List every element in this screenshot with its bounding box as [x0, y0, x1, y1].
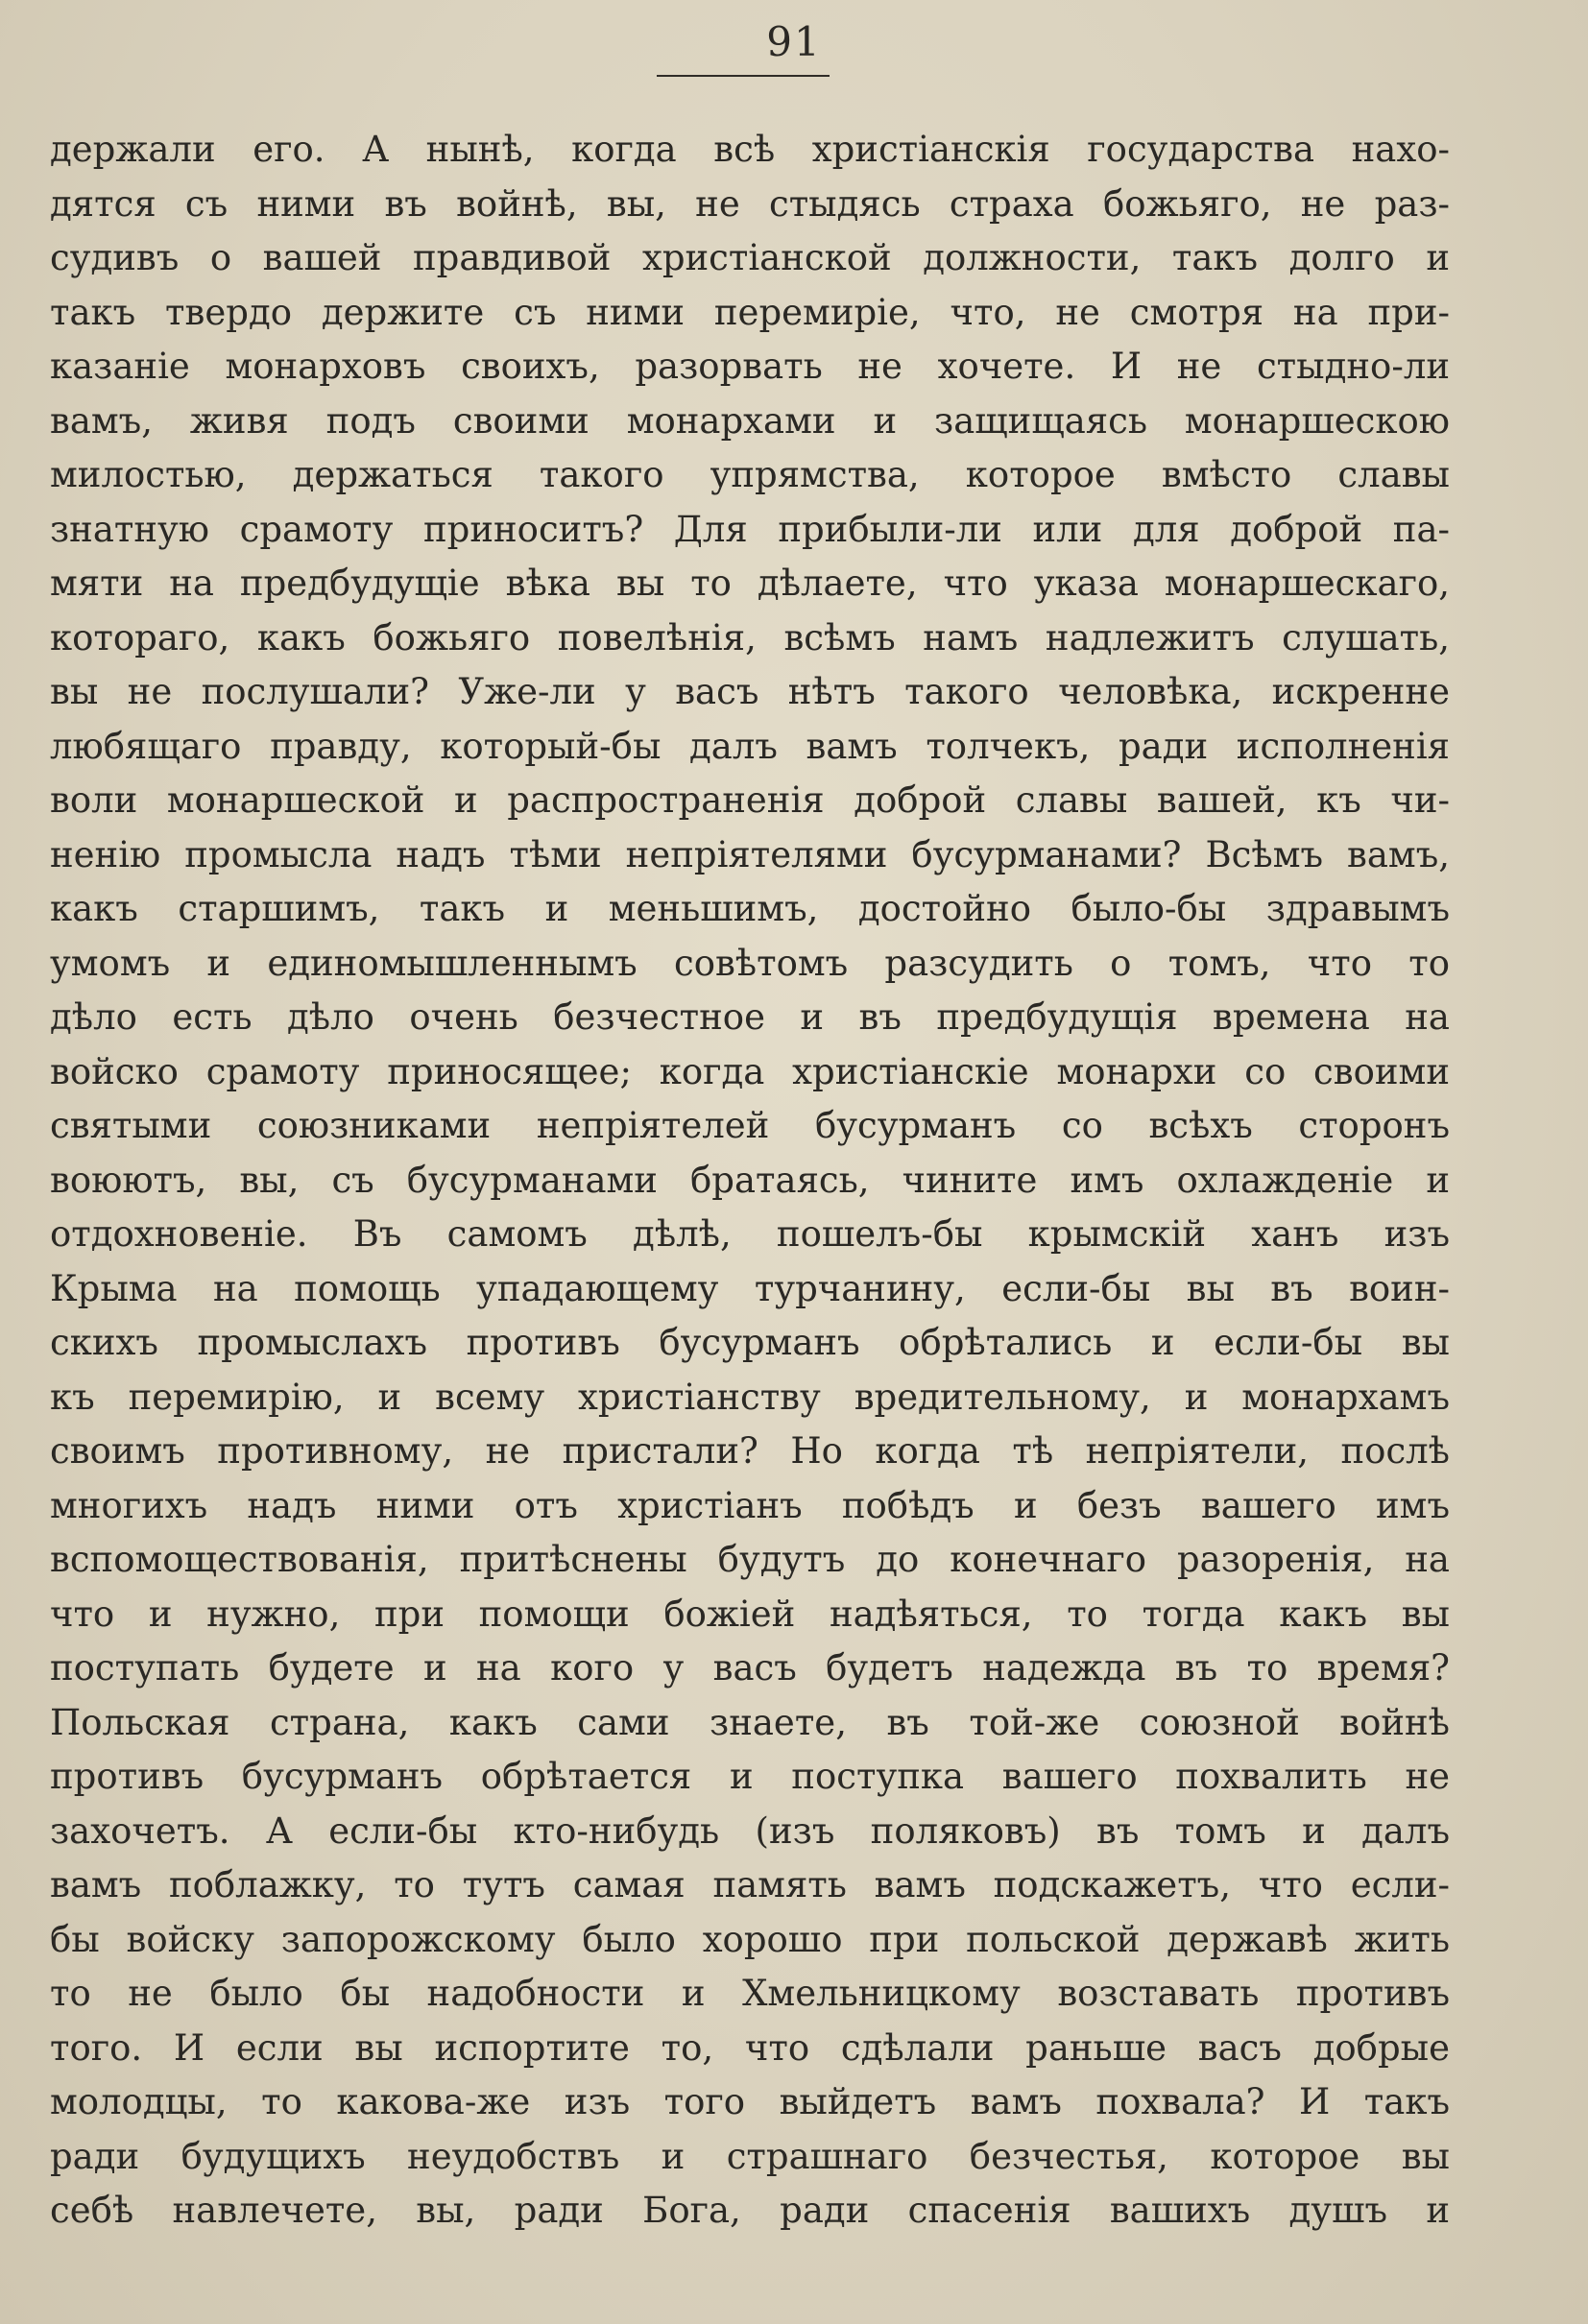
text-line: вамъ поблажку, то тутъ самая память вамъ подскажетъ, что если- [50, 1864, 1450, 1905]
text-line: вы не послушали? Уже-ли у васъ нѣтъ такого человѣка, искренне [50, 671, 1450, 712]
text-line: воли монаршеской и распространенія доброй славы вашей, къ чи- [50, 779, 1450, 821]
header-rule [657, 75, 830, 77]
text-line: Крыма на помощь упадающему турчанину, если-бы вы въ воин- [50, 1267, 1450, 1309]
text-line: казаніе монарховъ своихъ, разорвать не хочете. И не стыдно-ли [50, 346, 1450, 387]
page-number: 91 [766, 18, 822, 65]
text-line: многихъ надъ ними отъ христіанъ побѣдъ и безъ вашего имъ [50, 1484, 1450, 1526]
text-line: знатную срамоту приноситъ? Для прибыли-ли или для доброй па- [50, 508, 1450, 550]
text-line: отдохновеніе. Въ самомъ дѣлѣ, пошелъ-бы крымскій ханъ изъ [50, 1213, 1450, 1255]
text-line: воюютъ, вы, съ бусурманами братаясь, чините имъ охлажденіе и [50, 1159, 1450, 1201]
text-line: къ перемирію, и всему христіанству вредительному, и монархамъ [50, 1376, 1450, 1418]
text-line: какъ старшимъ, такъ и меньшимъ, достойно было-бы здравымъ [50, 888, 1450, 929]
text-line: умомъ и единомышленнымъ совѣтомъ разсудить о томъ, что то [50, 942, 1450, 984]
text-line: ради будущихъ неудобствъ и страшнаго безчестья, которое вы [50, 2135, 1450, 2177]
text-line: скихъ промыслахъ противъ бусурманъ обрѣтались и если-бы вы [50, 1322, 1450, 1363]
text-line: судивъ о вашей правдивой христіанской должности, такъ долго и [50, 237, 1450, 278]
text-line: мяти на предбудущіе вѣка вы то дѣлаете, что указа монаршескаго, [50, 563, 1450, 604]
text-line: вспомоществованія, притѣснены будутъ до конечнаго разоренія, на [50, 1539, 1450, 1580]
text-line: любящаго правду, который-бы далъ вамъ толчекъ, ради исполненія [50, 725, 1450, 767]
text-line: то не было бы надобности и Хмельницкому возставать противъ [50, 1973, 1450, 2014]
text-line: себѣ навлечете, вы, ради Бога, ради спасенія вашихъ душъ и [50, 2190, 1450, 2231]
text-line: вамъ, живя подъ своими монархами и защищаясь монаршескою [50, 399, 1450, 442]
text-line: котораго, какъ божьяго повелѣнія, всѣмъ намъ надлежитъ слушать, [50, 616, 1450, 659]
text-line: святыми союзниками непріятелей бусурманъ со всѣхъ сторонъ [50, 1105, 1450, 1146]
text-line: Польская страна, какъ сами знаете, въ той-же союзной войнѣ [50, 1701, 1450, 1743]
text-line: ненію промысла надъ тѣми непріятелями бусурманами? Всѣмъ вамъ, [50, 833, 1450, 875]
text-line: дятся съ ними въ войнѣ, вы, не стыдясь страха божьяго, не раз- [50, 182, 1450, 225]
text-line: милостью, держаться такого упрямства, которое вмѣсто славы [50, 454, 1450, 495]
body-text [50, 123, 1450, 2239]
text-line: такъ твердо держите съ ними перемиріе, что, не смотря на при- [50, 291, 1450, 333]
text-line: войско срамоту приносящее; когда христіанскіе монархи со своими [50, 1050, 1450, 1092]
text-line: дѣло есть дѣло очень безчестное и въ предбудущія времена на [50, 996, 1450, 1038]
text-line: поступать будете и на кого у васъ будетъ надежда въ то время? [50, 1647, 1450, 1689]
text-line: своимъ противному, не пристали? Но когда тѣ непріятели, послѣ [50, 1430, 1450, 1472]
text-line: того. И если вы испортите то, что сдѣлали раньше васъ добрые [50, 2026, 1450, 2069]
text-line: держали его. А нынѣ, когда всѣ христіанскія государства нахо- [50, 129, 1450, 170]
text-line: противъ бусурманъ обрѣтается и поступка вашего похвалить не [50, 1756, 1450, 1797]
text-line: бы войску запорожскому было хорошо при польской державѣ жить [50, 1918, 1450, 1960]
text-line: молодцы, то какова-же изъ того выйдетъ вамъ похвала? И такъ [50, 2081, 1450, 2122]
text-line: захочетъ. А если-бы кто-нибудь (изъ поляковъ) въ томъ и далъ [50, 1809, 1450, 1852]
text-line: что и нужно, при помощи божіей надѣяться, то тогда какъ вы [50, 1593, 1450, 1635]
